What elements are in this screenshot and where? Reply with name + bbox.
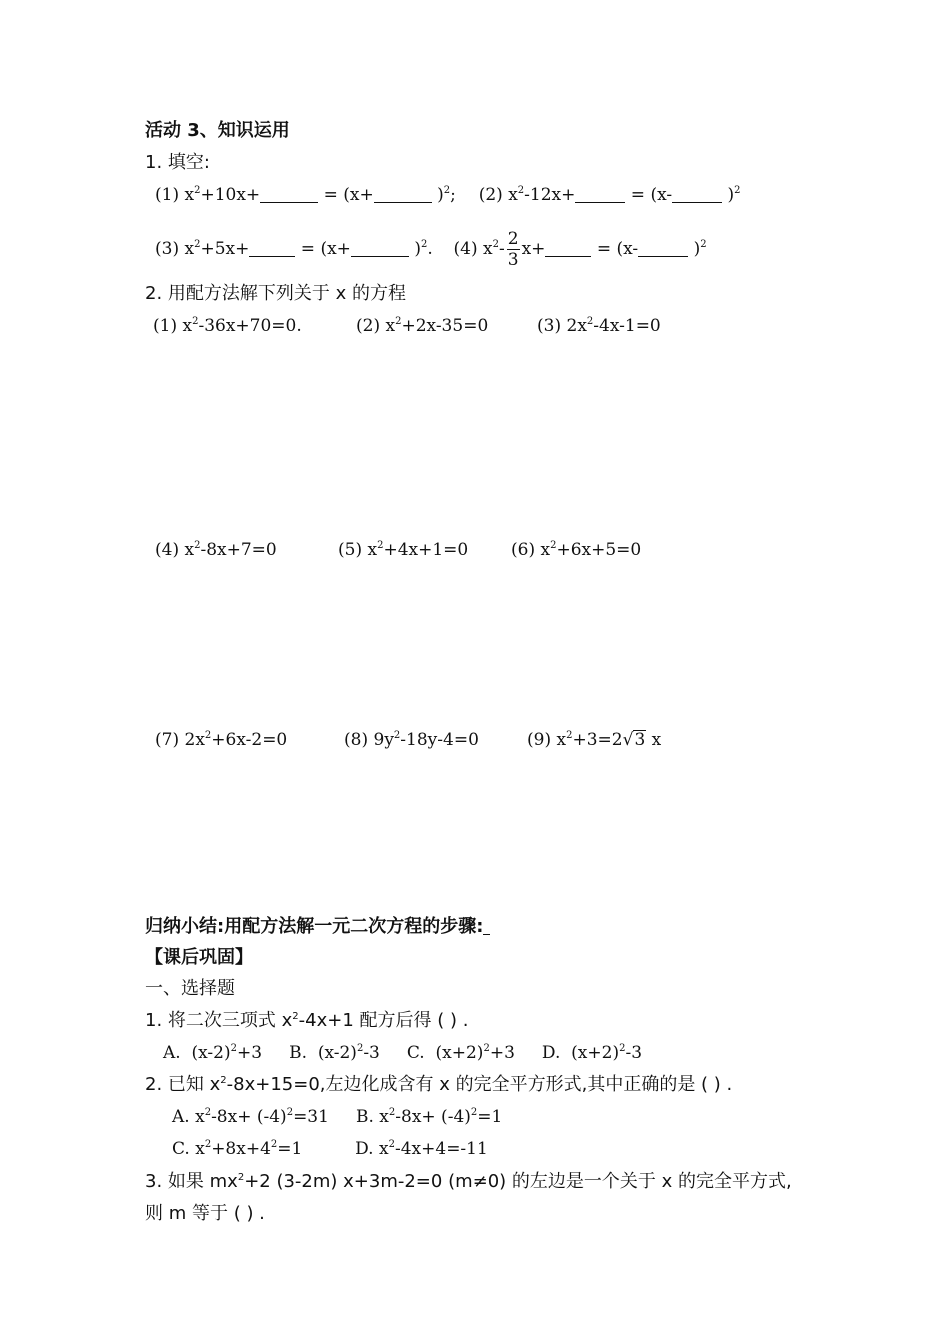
mc2-options-row-1 (172, 1105, 502, 1129)
option-post: +3 (489, 1043, 515, 1063)
q2-item-pre: x (385, 316, 396, 336)
q2-item-label: (3) (537, 316, 562, 336)
q1-item-tail: . (427, 239, 433, 259)
option-exp: 2 (388, 1139, 395, 1150)
q2-item-label: (6) (511, 540, 536, 560)
q2-item-exp: 2 (550, 540, 557, 551)
option-exp: 2 (356, 1043, 364, 1054)
q1-item-paren-close: ) (437, 185, 444, 205)
q1-item-lhs: x (508, 185, 518, 205)
answer-blank[interactable] (672, 186, 722, 203)
mc3-stem-exp: 2 (237, 1172, 245, 1183)
q1-item-2 (479, 185, 741, 205)
q2-item-tail: x (651, 730, 662, 750)
summary-text: 归纳小结:用配方法解一元二次方程的步骤: (145, 916, 484, 937)
q2-item-post: -4x-1=0 (593, 316, 661, 336)
option-pre: (x-2) (191, 1043, 231, 1063)
answer-blank[interactable] (638, 240, 688, 257)
q2-item-exp: 2 (566, 730, 573, 741)
fraction-numerator: 2 (507, 229, 519, 249)
option-post: -3 (625, 1043, 643, 1063)
answer-blank[interactable] (260, 186, 318, 203)
q1-item-exp: 2 (194, 185, 201, 196)
q1-item-mid: +5x+ (200, 239, 250, 259)
q1-item-lhs: x (483, 239, 493, 259)
q1-item-tail: ; (450, 185, 456, 205)
option-label: B. (355, 1107, 374, 1127)
option-exp: 2 (483, 1043, 490, 1054)
option-post: =31 (293, 1107, 329, 1127)
option-exp: 2 (270, 1139, 278, 1150)
q2-item-exp: 2 (194, 540, 201, 551)
q2-item-5 (338, 538, 468, 562)
q1-item-paren-close: ) (414, 239, 421, 259)
answer-blank[interactable] (374, 186, 432, 203)
q1-item-square: 2 (734, 185, 741, 196)
q2-item-exp: 2 (586, 316, 594, 327)
option-post: -3 (363, 1043, 380, 1063)
mc1-stem-a: 1. 将二次三项式 x (145, 1010, 293, 1031)
q2-item-exp: 2 (192, 316, 199, 327)
q2-item-pre: x (556, 730, 567, 750)
q1-item-eq: = (630, 185, 646, 205)
mc2-option-d[interactable] (355, 1139, 488, 1159)
q2-item-exp: 2 (393, 730, 401, 741)
option-exp: 2 (286, 1107, 294, 1118)
q1-item-mid: -12x+ (524, 185, 576, 205)
option-pre: x (195, 1139, 205, 1159)
q1-item-mid: x+ (521, 239, 546, 259)
q2-item-label: (7) (155, 730, 180, 750)
q2-item-8 (344, 728, 479, 752)
q1-item-3 (155, 239, 438, 259)
q2-item-exp: 2 (204, 730, 212, 741)
q1-item-paren-close: ) (727, 185, 735, 205)
option-mid: +8x+4 (211, 1139, 271, 1159)
option-mid: -8x+ (-4) (395, 1107, 471, 1127)
mc1-option-b[interactable] (289, 1043, 380, 1063)
option-mid: -4x+4 (394, 1139, 447, 1159)
option-pre: x (195, 1107, 205, 1127)
q2-item-6 (511, 538, 641, 562)
q2-item-post: +2x-35=0 (401, 316, 489, 336)
option-exp: 2 (204, 1139, 212, 1150)
mc2-stem-b: -8x+15=0,左边化成含有 x 的完全平方形式,其中正确的是 ( ) . (226, 1074, 733, 1095)
option-pre: x (379, 1107, 389, 1127)
q2-item-exp: 2 (395, 316, 402, 327)
q1-item-square: 2 (420, 239, 428, 250)
option-exp: 2 (470, 1107, 478, 1118)
q1-row-1 (155, 183, 741, 207)
option-mid: -8x+ (-4) (211, 1107, 287, 1127)
q2-item-label: (8) (344, 730, 369, 750)
q2-item-post: -36x+70=0. (198, 316, 302, 336)
option-pre: (x-2) (317, 1043, 357, 1063)
q2-item-post: +3=2 (572, 730, 623, 750)
q1-item-eq: = (596, 239, 612, 259)
option-pre: (x+2) (571, 1043, 620, 1063)
option-label: C. (172, 1139, 190, 1159)
q1-item-paren-open: (x+ (343, 185, 374, 205)
mc2-stem (145, 1073, 732, 1097)
mc2-option-b[interactable] (356, 1107, 502, 1127)
section-one-heading: 一、选择题 (145, 978, 235, 999)
answer-blank[interactable] (575, 186, 625, 203)
option-post: +3 (237, 1043, 263, 1063)
q2-item-2 (356, 314, 488, 338)
q2-item-4 (155, 538, 277, 562)
q2-item-label: (4) (155, 540, 180, 560)
q1-item-lhs: x (184, 185, 195, 205)
q1-item-square: 2 (443, 185, 451, 196)
mc2-options-row-2 (172, 1137, 488, 1161)
option-exp: 2 (230, 1043, 237, 1054)
q1-item-lhs: x (184, 239, 195, 259)
q1-item-label: (4) (453, 239, 478, 259)
q2-title: 2. 用配方法解下列关于 x 的方程 (145, 283, 406, 304)
q2-item-pre: x (367, 540, 378, 560)
option-post: =1 (277, 1139, 303, 1159)
q2-item-post: +6x-2=0 (211, 730, 288, 750)
activity-title: 活动 3、知识运用 (145, 120, 290, 141)
q2-item-pre: 2x (566, 316, 587, 336)
q1-item-exp: 2 (517, 185, 525, 196)
q1-item-exp: 2 (492, 239, 500, 250)
q2-item-label: (9) (527, 730, 552, 750)
option-label: C. (406, 1043, 425, 1063)
option-label: B. (289, 1043, 307, 1063)
q1-item-1 (155, 185, 461, 205)
q1-item-label: (3) (155, 239, 180, 259)
mc1-stem-b: -4x+1 配方后得 ( ) . (298, 1010, 469, 1031)
q2-item-label: (1) (153, 316, 178, 336)
option-label: D. (355, 1139, 374, 1159)
q1-item-square: 2 (700, 239, 707, 250)
q2-item-post: -18y-4=0 (400, 730, 479, 750)
option-label: D. (541, 1043, 561, 1063)
option-exp: 2 (204, 1107, 212, 1118)
q2-item-pre: 9y (373, 730, 394, 750)
q2-item-7 (155, 728, 287, 752)
mc2-option-a[interactable] (172, 1107, 329, 1127)
q1-item-exp: 2 (194, 239, 201, 250)
answer-blank[interactable] (351, 240, 409, 257)
after-class-heading: 【课后巩固】 (145, 947, 253, 968)
fraction-denominator: 3 (507, 250, 519, 270)
q1-item-paren-open: (x+ (320, 239, 351, 259)
mc1-options (163, 1041, 642, 1065)
mc3-stem-a: 3. 如果 mx (145, 1171, 238, 1192)
q1-item-minus: - (499, 239, 505, 259)
q2-item-pre: x (182, 316, 193, 336)
mc1-option-a[interactable] (163, 1043, 262, 1063)
option-label: A. (163, 1043, 181, 1063)
answer-blank[interactable] (545, 240, 591, 257)
q2-item-pre: 2x (184, 730, 205, 750)
option-label: A. (172, 1107, 190, 1127)
answer-blank[interactable] (483, 920, 490, 935)
q1-row-2 (155, 229, 707, 270)
mc1-option-d[interactable] (542, 1043, 642, 1063)
q1-item-eq: = (300, 239, 316, 259)
q2-item-9: (9) $x^2+3=2√3$ x (527, 730, 662, 750)
mc3-stem-b: +2 (3-2m) x+3m-2=0 (m≠0) 的左边是一个关于 x 的完全平方式, (244, 1171, 792, 1192)
mc2-stem-a: 2. 已知 x (145, 1074, 221, 1095)
q2-item-post: +4x+1=0 (383, 540, 469, 560)
option-post: =1 (477, 1107, 503, 1127)
q1-item-paren-close: ) (693, 239, 701, 259)
mc1-option-c[interactable] (407, 1043, 515, 1063)
option-post: =-11 (446, 1139, 488, 1159)
q2-item-pre: x (184, 540, 195, 560)
option-pre: (x+2) (435, 1043, 484, 1063)
q2-item-label: (2) (356, 316, 381, 336)
mc1-stem (145, 1009, 468, 1033)
answer-blank[interactable] (249, 240, 295, 257)
q1-item-label: (2) (478, 185, 503, 205)
q1-item-label: (1) (155, 185, 180, 205)
mc2-stem-exp: 2 (220, 1075, 227, 1086)
option-pre: x (379, 1139, 389, 1159)
q2-item-exp: 2 (377, 540, 384, 551)
q2-item-3 (537, 314, 661, 338)
q1-item-4 (453, 229, 707, 270)
q2-item-label: (5) (338, 540, 363, 560)
summary-heading (145, 915, 490, 939)
q2-item-post: +6x+5=0 (556, 540, 642, 560)
q2-item-1 (153, 314, 302, 338)
mc1-stem-exp: 2 (292, 1011, 299, 1022)
q2-item-pre: x (540, 540, 551, 560)
option-exp: 2 (619, 1043, 626, 1054)
q1-item-paren-open: (x- (650, 185, 673, 205)
q2-item-post: -8x+7=0 (200, 540, 277, 560)
sqrt-radicand: 3 (634, 730, 646, 750)
option-exp: 2 (388, 1107, 396, 1118)
mc3-stem-line-1 (145, 1170, 792, 1194)
q1-title: 1. 填空: (145, 152, 210, 173)
fraction (507, 229, 520, 270)
q1-item-eq: = (323, 185, 338, 205)
q1-item-paren-open: (x- (616, 239, 639, 259)
mc2-option-c[interactable] (172, 1139, 302, 1159)
mc3-stem-line-2: 则 m 等于 ( ) . (145, 1203, 265, 1224)
q1-item-mid: +10x+ (200, 185, 261, 205)
